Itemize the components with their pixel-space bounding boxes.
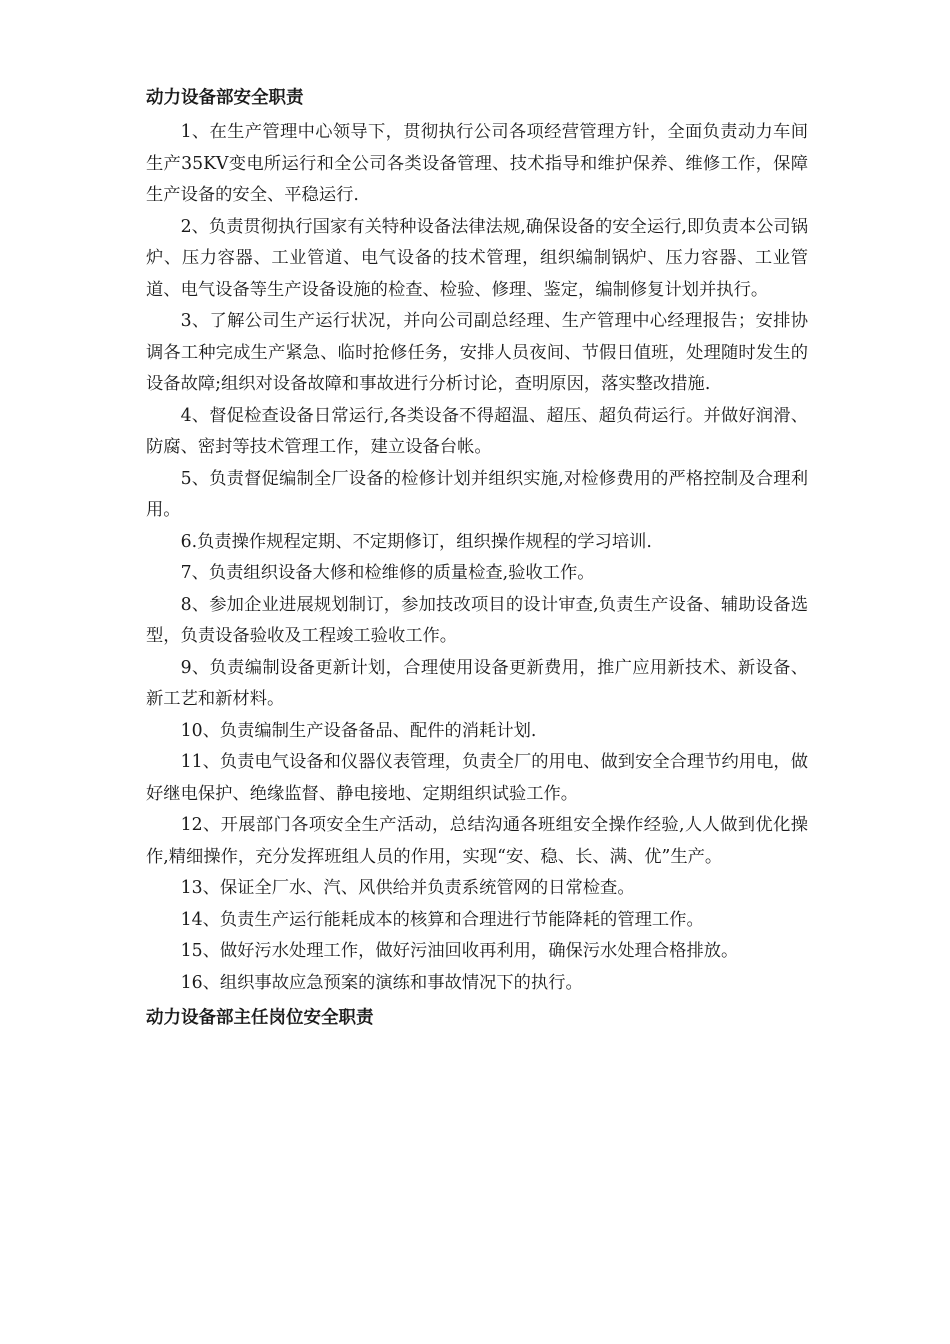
duty-item-8: 8、参加企业进展规划制订，参加技改项目的设计审查,负责生产设备、辅助设备选型，负责设备验收及工程竣工验收工作。 bbox=[146, 594, 808, 646]
duty-item-2: 2、负责贯彻执行国家有关特种设备法律法规,确保设备的安全运行,即负责本公司锅炉、压力容器、工业管道、电气设备的技术管理，组织编制锅炉、压力容器、工业管道、电气设备等生产设备设施的检查、检验、修理、鉴定，编制修复计划并执行。 bbox=[146, 216, 808, 300]
duty-item-13: 13、保证全厂水、汽、风供给并负责系统管网的日常检查。 bbox=[180, 878, 635, 898]
duty-item-12: 12、开展部门各项安全生产活动，总结沟通各班组安全操作经验,人人做到优化操作,精细操作，充分发挥班组人员的作用，实现“安、稳、长、满、优”生产。 bbox=[146, 815, 808, 867]
duty-item-4: 4、督促检查设备日常运行,各类设备不得超温、超压、超负荷运行。并做好润滑、防腐、密封等技术管理工作，建立设备台帐。 bbox=[146, 405, 808, 457]
duty-item-6: 6.负责操作规程定期、不定期修订，组织操作规程的学习培训. bbox=[180, 531, 652, 552]
duty-item-10: 10、负责编制生产设备备品、配件的消耗计划. bbox=[180, 720, 537, 741]
duty-item-1: 1、在生产管理中心领导下，贯彻执行公司各项经营管理方针，全面负责动力车间生产35KV变电所运行和全公司各类设备管理、技术指导和维护保养、维修工作，保障生产设备的安全、平稳运行. bbox=[146, 122, 808, 205]
next-section-title: 动力设备部主任岗位安全职责 bbox=[146, 1008, 374, 1028]
duty-item-16: 16、组织事故应急预案的演练和事故情况下的执行。 bbox=[180, 972, 583, 993]
duty-item-15: 15、做好污水处理工作，做好污油回收再利用，确保污水处理合格排放。 bbox=[180, 941, 739, 961]
duty-item-14: 14、负责生产运行能耗成本的核算和合理进行节能降耗的管理工作。 bbox=[180, 909, 704, 930]
duty-item-3: 3、了解公司生产运行状况，并向公司副总经理、生产管理中心经理报告；安排协调各工种完成生产紧急、临时抢修任务，安排人员夜间、节假日值班，处理随时发生的设备故障;组织对设备故障和事故进行分析讨论，查明原因，落实整改措施. bbox=[146, 311, 808, 394]
duty-item-7: 7、负责组织设备大修和检维修的质量检查,验收工作。 bbox=[180, 563, 595, 583]
duty-item-5: 5、负责督促编制全厂设备的检修计划并组织实施,对检修费用的严格控制及合理利用。 bbox=[146, 468, 808, 520]
duty-item-9: 9、负责编制设备更新计划，合理使用设备更新费用，推广应用新技术、新设备、新工艺和新材料。 bbox=[146, 657, 808, 709]
section-title: 动力设备部安全职责 bbox=[146, 88, 304, 108]
duty-item-11: 11、负责电气设备和仪器仪表管理，负责全厂的用电、做到安全合理节约用电，做好继电保护、绝缘监督、静电接地、定期组织试验工作。 bbox=[146, 752, 808, 804]
document-page bbox=[146, 83, 808, 1034]
